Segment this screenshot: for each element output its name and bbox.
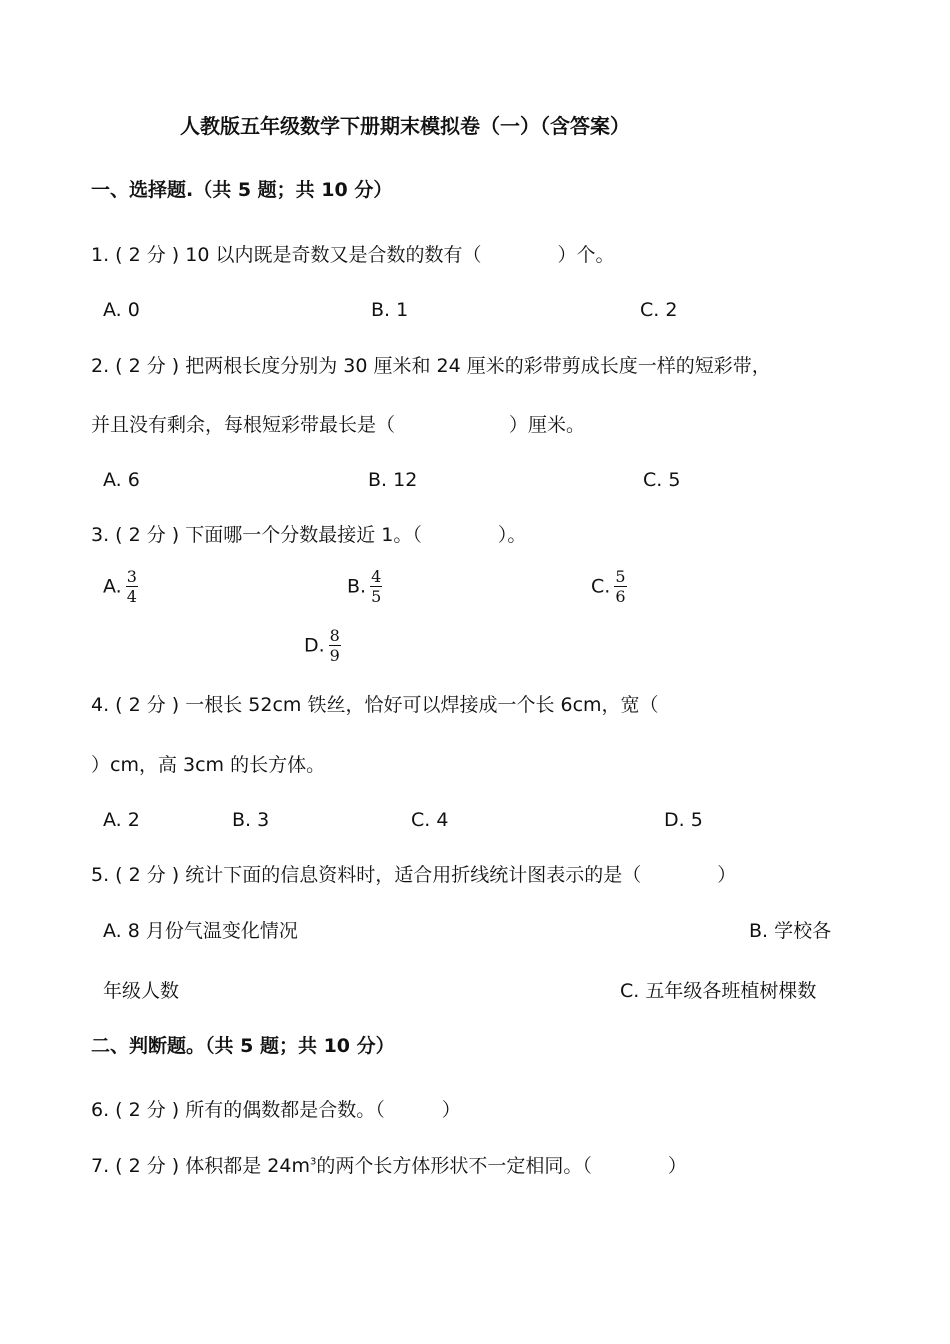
q1-option-c: C. 2	[640, 299, 678, 321]
question-6: 6. ( 2 分 ) 所有的偶数都是合数。（ ）	[91, 1099, 461, 1121]
q1-option-a: A. 0	[103, 299, 140, 321]
q5-option-a: A. 8 月份气温变化情况	[103, 920, 298, 942]
q3-option-a-fraction	[126, 569, 138, 605]
q3-option-c-label: C.	[591, 575, 611, 598]
q3-option-a-label: A.	[103, 575, 122, 598]
fraction-denominator: 4	[126, 587, 137, 606]
question-7-text-end: 的两个长方体形状不一定相同。（ ）	[316, 1155, 687, 1177]
question-7-text-start: 7. ( 2 分 ) 体积都是 24m	[91, 1155, 310, 1177]
question-4-line-2: ）cm，高 3cm 的长方体。	[91, 754, 326, 776]
q3-option-b	[347, 569, 382, 605]
question-2-line-1: 2. ( 2 分 ) 把两根长度分别为 30 厘米和 24 厘米的彩带剪成长度一样的短彩带，	[91, 355, 771, 377]
q5-option-c: C. 五年级各班植树棵数	[620, 980, 817, 1002]
q4-option-a: A. 2	[103, 809, 140, 831]
q4-option-c: C. 4	[411, 809, 449, 831]
q3-option-c	[591, 569, 627, 605]
q3-option-d	[304, 628, 341, 664]
q2-option-b: B. 12	[368, 469, 418, 491]
fraction-numerator: 4	[371, 567, 382, 586]
q5-option-b-part-1: B. 学校各	[749, 920, 832, 942]
fraction-numerator: 8	[329, 626, 340, 645]
q4-option-b: B. 3	[232, 809, 270, 831]
q3-option-d-label: D.	[304, 634, 325, 657]
page-title: 人教版五年级数学下册期末模拟卷（一）（含答案）	[180, 114, 630, 138]
q1-option-b: B. 1	[371, 299, 409, 321]
q3-option-d-fraction	[329, 628, 341, 664]
question-3: 3. ( 2 分 ) 下面哪一个分数最接近 1。（ ）。	[91, 524, 527, 546]
question-5: 5. ( 2 分 ) 统计下面的信息资料时，适合用折线统计图表示的是（ ）	[91, 864, 737, 886]
question-7	[91, 1157, 687, 1176]
superscript-exponent: 3	[309, 1156, 317, 1168]
question-2-line-2: 并且没有剩余，每根短彩带最长是（ ）厘米。	[91, 414, 586, 436]
section-heading-multiple-choice: 一、选择题.（共 5 题；共 10 分）	[91, 179, 393, 201]
q2-option-c: C. 5	[643, 469, 681, 491]
q3-option-b-label: B.	[347, 575, 367, 598]
q2-option-a: A. 6	[103, 469, 140, 491]
q4-option-d: D. 5	[664, 809, 703, 831]
q3-option-a	[103, 569, 138, 605]
question-1: 1. ( 2 分 ) 10 以内既是奇数又是合数的数有（ ）个。	[91, 244, 615, 266]
fraction-numerator: 3	[126, 567, 137, 586]
question-4-line-1: 4. ( 2 分 ) 一根长 52cm 铁丝，恰好可以焊接成一个长 6cm，宽（	[91, 694, 659, 716]
fraction-denominator: 9	[329, 646, 340, 665]
fraction-denominator: 6	[615, 587, 626, 606]
fraction-denominator: 5	[371, 587, 382, 606]
q5-option-b-part-2: 年级人数	[103, 980, 180, 1002]
q3-option-c-fraction	[614, 569, 626, 605]
q3-option-b-fraction	[370, 569, 382, 605]
section-heading-true-false: 二、判断题。（共 5 题；共 10 分）	[91, 1035, 395, 1057]
fraction-numerator: 5	[615, 567, 626, 586]
